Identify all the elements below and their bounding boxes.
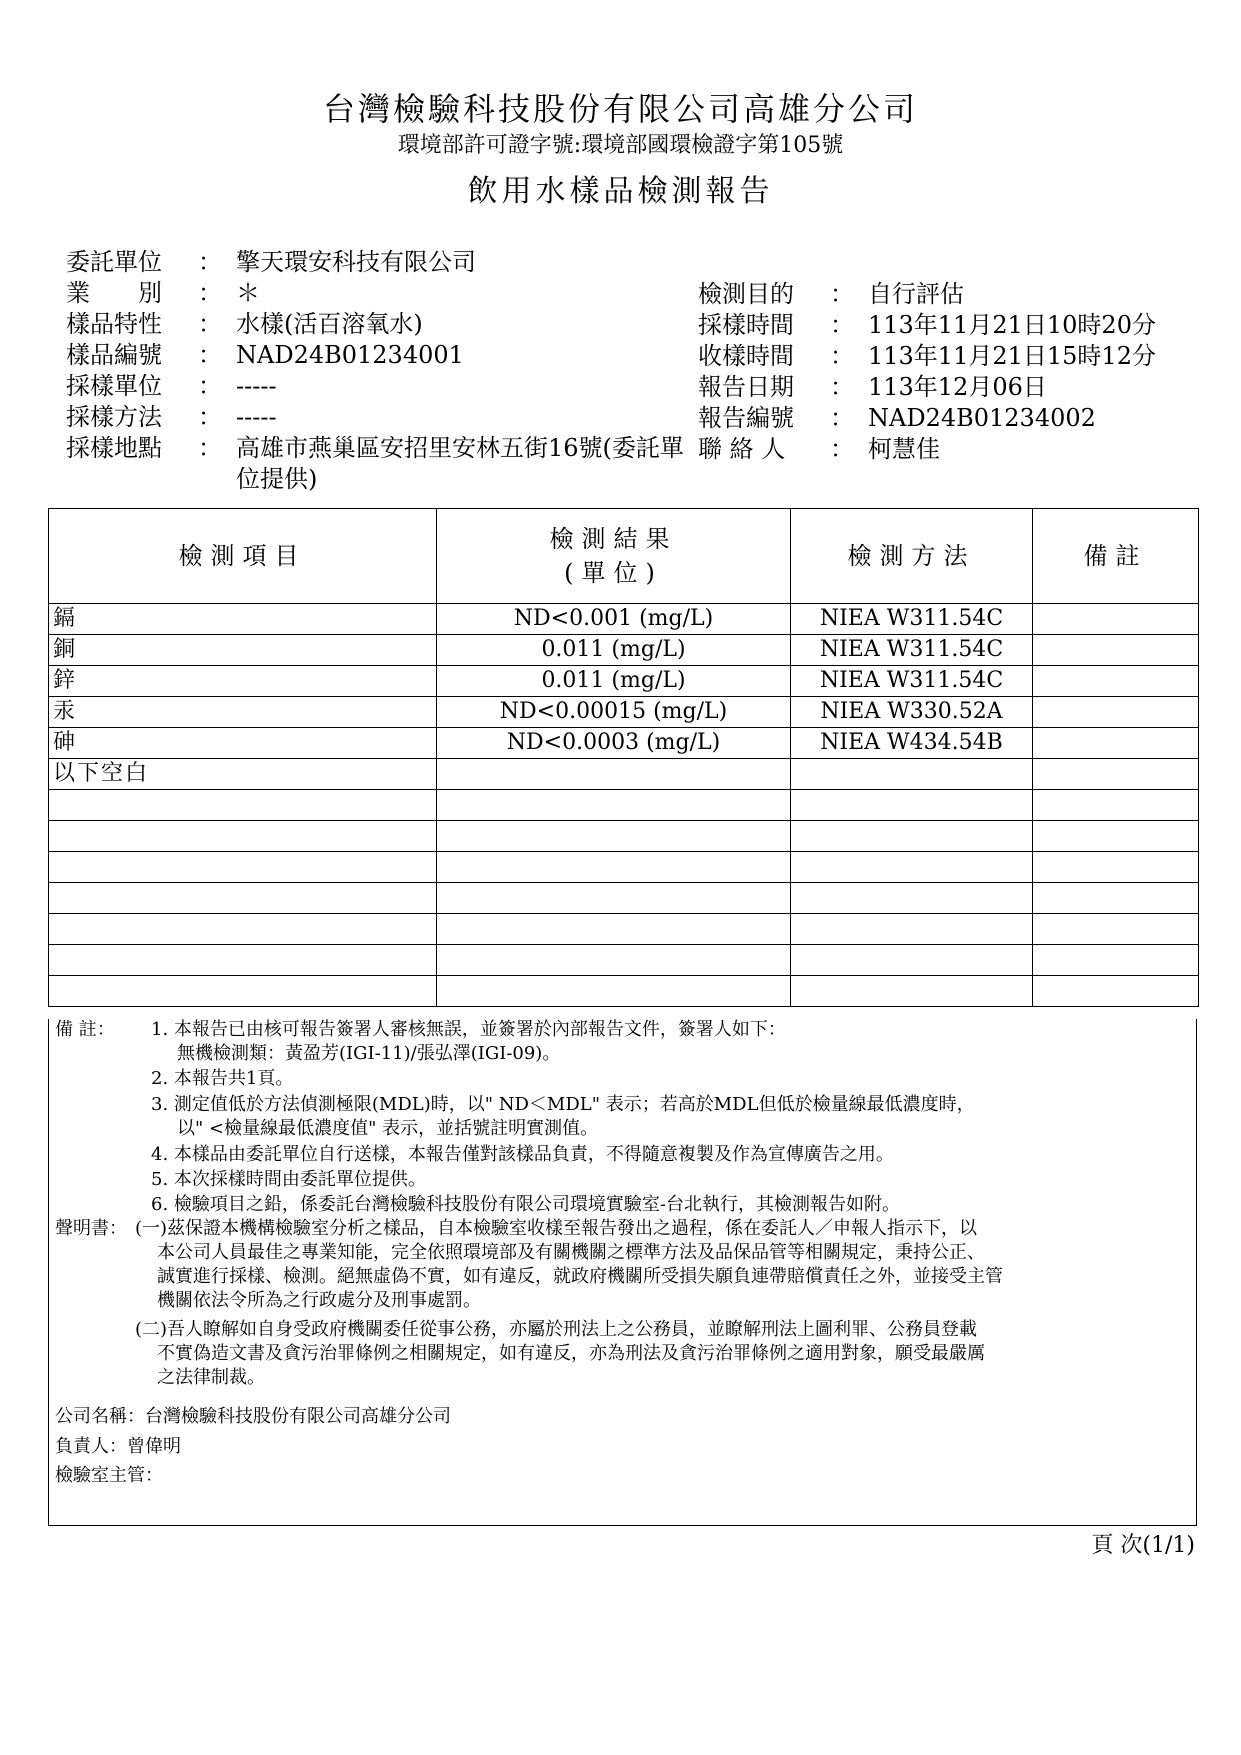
info-value: NAD24B01234002 [868, 404, 1096, 432]
cell-remark [1033, 821, 1199, 852]
cell-item [49, 852, 437, 883]
info-label: 採樣單位 [66, 372, 162, 400]
client-info [66, 247, 696, 495]
table-row [49, 976, 1199, 1007]
cell-result: ND<0.0003 (mg/L) [437, 728, 791, 759]
footer-company: 公司名稱：台灣檢驗科技股份有限公司高雄分公司 [55, 1406, 451, 1427]
info-row-sampling-unit: 採樣單位 ： ----- [66, 372, 277, 400]
cell-method [791, 852, 1033, 883]
cell-item: 汞 [49, 697, 437, 728]
declaration-line: 不實偽造文書及貪污治罪條例之相關規定，如有違反，亦為刑法及貪污治罪條例之適用對象，願受最嚴厲 [157, 1343, 985, 1364]
cell-remark [1033, 759, 1199, 790]
cell-method: NIEA W311.54C [791, 666, 1033, 697]
info-label: 聯 絡 人 [698, 435, 786, 463]
note-line: 1. 本報告已由核可報告簽署人審核無誤，並簽署於內部報告文件，簽署人如下： [151, 1019, 786, 1040]
info-row-client: 委託單位 ： 擎天環安科技有限公司 [66, 248, 476, 276]
footer-manager: 負責人：曾偉明 [55, 1436, 181, 1457]
note-line: 6. 檢驗項目之鉛，係委託台灣檢驗科技股份有限公司環境實驗室-台北執行，其檢測報告如附。 [151, 1194, 900, 1215]
header-result-unit: (單位) [564, 559, 663, 587]
declaration-label: 聲明書： [55, 1218, 127, 1239]
page-number: 頁 次(1/1) [1091, 1533, 1195, 1558]
info-value: 水樣(活百溶氧水) [236, 310, 423, 338]
cell-result [437, 852, 791, 883]
cell-remark [1033, 976, 1199, 1007]
note-line: 無機檢測類：黃盈芳(IGI-11)/張弘澤(IGI-09)。 [177, 1043, 561, 1064]
table-row [49, 790, 1199, 821]
declaration-line: 誠實進行採樣、檢測。絕無虛偽不實，如有違反，就政府機關所受損失願負連帶賠償責任之外，並接受主管 [157, 1266, 1003, 1287]
info-label: 報告日期 [698, 373, 794, 401]
results-table [48, 508, 1199, 1007]
table-row [49, 666, 1199, 697]
cell-result: ND<0.00015 (mg/L) [437, 697, 791, 728]
cell-method: NIEA W311.54C [791, 635, 1033, 666]
info-row-report-date: 報告日期 ： 113年12月06日 [698, 373, 1047, 401]
cell-result [437, 821, 791, 852]
note-line: 5. 本次採樣時間由委託單位提供。 [151, 1169, 426, 1190]
declaration-line: 之法律制裁。 [157, 1367, 265, 1388]
cell-item [49, 976, 437, 1007]
table-header-row [49, 509, 1199, 604]
info-row-sample-id: 樣品編號 ： NAD24B01234001 [66, 341, 464, 369]
info-row-purpose: 檢測目的 ： 自行評估 [698, 280, 964, 308]
results-body [49, 604, 1199, 1007]
info-value: 自行評估 [868, 280, 964, 308]
report-title: 飲用水樣品檢測報告 [467, 174, 774, 209]
info-row-receipt-time: 收樣時間 ： 113年11月21日15時12分 [698, 342, 1156, 370]
cell-method [791, 914, 1033, 945]
info-row-sampling-time: 採樣時間 ： 113年11月21日10時20分 [698, 311, 1156, 339]
cell-result [437, 945, 791, 976]
table-row [49, 728, 1199, 759]
cell-remark [1033, 728, 1199, 759]
cell-method [791, 790, 1033, 821]
cell-result [437, 883, 791, 914]
info-label: 樣品編號 [66, 341, 162, 369]
cell-method: NIEA W330.52A [791, 697, 1033, 728]
info-value: 擎天環安科技有限公司 [236, 248, 476, 276]
cell-result [437, 790, 791, 821]
info-value: 113年11月21日15時12分 [868, 342, 1156, 370]
cell-method [791, 945, 1033, 976]
notes-label: 備 註： [55, 1019, 115, 1040]
cell-method: NIEA W311.54C [791, 604, 1033, 635]
header-remark: 備註 [1033, 509, 1199, 604]
company-name: 台灣檢驗科技股份有限公司高雄分公司 [322, 90, 918, 128]
cell-item [49, 790, 437, 821]
info-value: 高雄市燕巢區安招里安林五街16號(委託單位提供) [236, 434, 684, 493]
cell-result: 0.011 (mg/L) [437, 666, 791, 697]
report-info [698, 279, 1156, 465]
header-method: 檢測方法 [791, 509, 1033, 604]
cell-method [791, 883, 1033, 914]
info-value: NAD24B01234001 [236, 341, 464, 369]
info-row-sampling-location: 採樣地點 ： 高雄市燕巢區安招里安林五街16號(委託單位提供) [66, 433, 696, 495]
info-value: ----- [236, 372, 277, 400]
info-label: 報告編號 [698, 404, 794, 432]
cell-remark [1033, 666, 1199, 697]
info-value: 113年11月21日10時20分 [868, 311, 1156, 339]
cell-method [791, 759, 1033, 790]
cell-remark [1033, 883, 1199, 914]
cell-item [49, 945, 437, 976]
cell-item: 以下空白 [49, 759, 437, 790]
cell-remark [1033, 635, 1199, 666]
cell-remark [1033, 604, 1199, 635]
cell-item [49, 821, 437, 852]
header-item: 檢測項目 [49, 509, 437, 604]
note-line: 2. 本報告共1頁。 [151, 1068, 294, 1089]
cell-result [437, 759, 791, 790]
table-row [49, 604, 1199, 635]
cell-item: 砷 [49, 728, 437, 759]
info-label: 樣品特性 [66, 310, 162, 338]
cell-result: 0.011 (mg/L) [437, 635, 791, 666]
cell-item: 鎘 [49, 604, 437, 635]
cell-remark [1033, 790, 1199, 821]
declaration-line: 機關依法令所為之行政處分及刑事處罰。 [157, 1290, 481, 1311]
notes-section [48, 1019, 1197, 1526]
cell-result: ND<0.001 (mg/L) [437, 604, 791, 635]
info-row-report-id: 報告編號 ： NAD24B01234002 [698, 404, 1096, 432]
info-row-sample-type: 樣品特性 ： 水樣(活百溶氧水) [66, 310, 423, 338]
cell-item: 銅 [49, 635, 437, 666]
table-row [49, 759, 1199, 790]
info-label: 採樣時間 [698, 311, 794, 339]
cell-method: NIEA W434.54B [791, 728, 1033, 759]
info-label: 檢測目的 [698, 280, 794, 308]
footer-lab-supervisor: 檢驗室主管： [55, 1465, 163, 1486]
info-label: 採樣方法 [66, 403, 162, 431]
permit-number: 環境部許可證字號:環境部國環檢證字第105號 [397, 133, 844, 158]
declaration-line: (一)茲保證本機構檢驗室分析之樣品，自本檢驗室收樣至報告發出之過程，係在委託人／申報人指示下，以 [135, 1218, 978, 1239]
cell-remark [1033, 945, 1199, 976]
cell-result [437, 976, 791, 1007]
info-row-contact: 聯 絡 人 ： 柯慧佳 [698, 435, 940, 463]
cell-method [791, 821, 1033, 852]
cell-item [49, 914, 437, 945]
header-result [437, 509, 791, 604]
note-line: 以" <檢量線最低濃度值" 表示，並括號註明實測值。 [177, 1118, 599, 1139]
info-label: 收樣時間 [698, 342, 794, 370]
header-result-title: 檢測結果 [549, 525, 678, 553]
cell-remark [1033, 914, 1199, 945]
info-value: ----- [236, 403, 277, 431]
info-label: 採樣地點 [66, 434, 162, 462]
cell-result [437, 914, 791, 945]
cell-method [791, 976, 1033, 1007]
note-line: 3. 測定值低於方法偵測極限(MDL)時，以" ND＜MDL" 表示；若高於MDL但低於檢量線最低濃度時， [151, 1094, 975, 1115]
table-row [49, 697, 1199, 728]
table-row [49, 821, 1199, 852]
table-row [49, 945, 1199, 976]
info-label: 委託單位 [66, 248, 162, 276]
cell-remark [1033, 852, 1199, 883]
info-value: ＊ [236, 279, 260, 307]
declaration-line: (二)吾人瞭解如自身受政府機關委任從事公務，亦屬於刑法上之公務員，並瞭解刑法上圖利罪、公務員登載 [135, 1319, 978, 1340]
info-label: 業 別 [66, 279, 162, 307]
table-row [49, 883, 1199, 914]
cell-item: 鋅 [49, 666, 437, 697]
cell-item [49, 883, 437, 914]
table-row [49, 635, 1199, 666]
table-row [49, 852, 1199, 883]
note-line: 4. 本樣品由委託單位自行送樣，本報告僅對該樣品負責，不得隨意複製及作為宣傳廣告之用。 [151, 1144, 894, 1165]
info-row-sampling-method: 採樣方法 ： ----- [66, 403, 277, 431]
info-value: 113年12月06日 [868, 373, 1047, 401]
info-row-industry: 業 別 ： ＊ [66, 279, 260, 307]
cell-remark [1033, 697, 1199, 728]
table-row [49, 914, 1199, 945]
declaration-line: 本公司人員最佳之專業知能，完全依照環境部及有關機關之標準方法及品保品管等相關規定，秉持公正、 [157, 1242, 985, 1263]
info-value: 柯慧佳 [868, 435, 940, 463]
